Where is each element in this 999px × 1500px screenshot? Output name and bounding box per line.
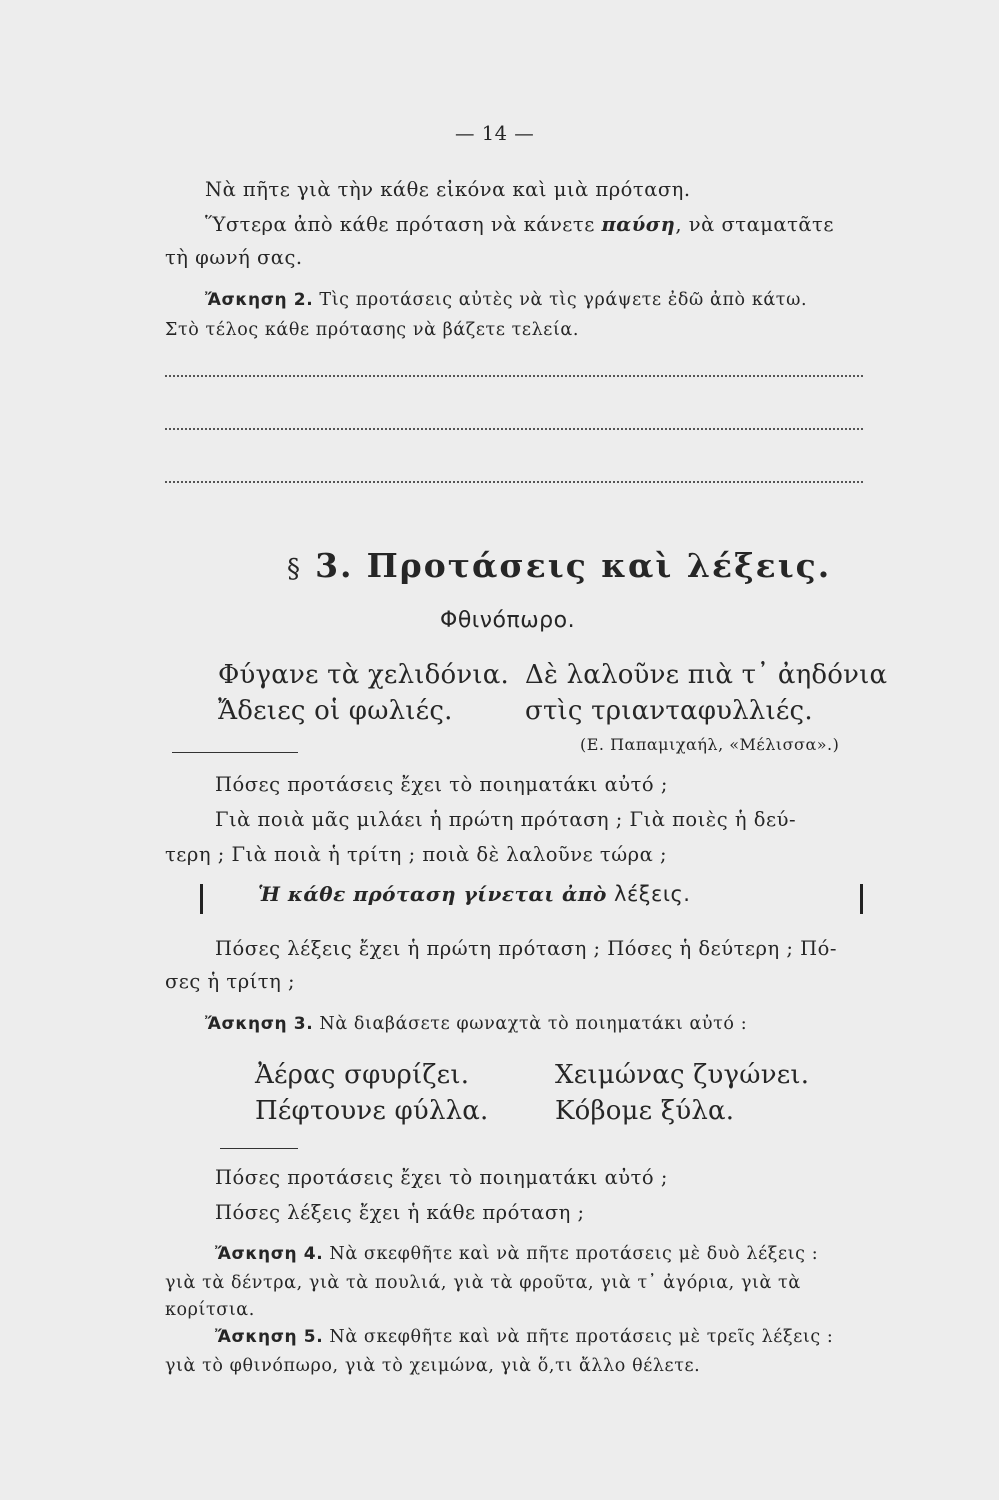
- question-3a: Πόσες λέξεις ἔχει ἡ πρώτη πρόταση ; Πόσες ἡ δεύτερη ; Πό-: [215, 937, 837, 960]
- exercise-5-line-2: γιὰ τὸ φθινόπωρο, γιὰ τὸ χειμώνα, γιὰ ὅ,τι ἄλλο θέλετε.: [165, 1356, 701, 1376]
- exercise-5-label: Ἄσκηση 5.: [215, 1327, 324, 1347]
- exercise-2-label: Ἄσκηση 2.: [205, 290, 314, 310]
- writing-line-2[interactable]: [165, 428, 863, 430]
- intro-line-1: Νὰ πῆτε γιὰ τὴν κάθε εἰκόνα καὶ μιὰ πρόταση.: [205, 178, 691, 201]
- rule-statement-italic: Ἡ κάθε πρόταση γίνεται ἀπὸ: [258, 882, 607, 906]
- exercise-4-label: Ἄσκηση 4.: [215, 1244, 324, 1264]
- poem2-left-line-1: Ἀέρας σφυρίζει.: [255, 1060, 470, 1090]
- exercise-4-line-3: κορίτσια.: [165, 1300, 255, 1320]
- exercise-4-line-1: [215, 1244, 818, 1264]
- exercise-4-text-1: Νὰ σκεφθῆτε καὶ νὰ πῆτε προτάσεις μὲ δυὸ λέξεις :: [323, 1244, 819, 1264]
- divider-rule-2: [220, 1148, 298, 1149]
- poem1-attribution: (Ε. Παπαμιχαήλ, «Μέλισσα».): [580, 735, 840, 754]
- question-5: Πόσες λέξεις ἔχει ἡ κάθε πρόταση ;: [215, 1201, 585, 1224]
- question-3b: σες ἡ τρίτη ;: [165, 970, 296, 993]
- poem2-right-line-2: Κόβομε ξύλα.: [555, 1096, 735, 1126]
- poem1-left-line-1: Φύγανε τὰ χελιδόνια.: [218, 660, 509, 690]
- poem1-right-line-1: Δὲ λαλοῦνε πιὰ τ᾿ ἀηδόνια: [525, 660, 888, 690]
- exercise-5-text-1: Νὰ σκεφθῆτε καὶ νὰ πῆτε προτάσεις μὲ τρεῖς λέξεις :: [323, 1327, 834, 1347]
- writing-line-1[interactable]: [165, 375, 863, 377]
- rule-bar-left: [200, 884, 203, 914]
- intro-line-2a: Ὕστερα ἀπὸ κάθε πρόταση νὰ κάνετε: [205, 213, 602, 236]
- question-2a: Γιὰ ποιὰ μᾶς μιλάει ἡ πρώτη πρόταση ; Γιὰ ποιὲς ἡ δεύ-: [215, 808, 797, 831]
- poem1-left-line-2: Ἄδειες οἱ φωλιές.: [218, 696, 453, 726]
- pause-emphasis: παύση: [601, 213, 676, 236]
- page-number: — 14 —: [455, 122, 535, 145]
- poem-title: Φθινόπωρο.: [440, 608, 576, 633]
- poem2-left-line-2: Πέφτουνε φύλλα.: [255, 1096, 489, 1126]
- exercise-2-line-2: Στὸ τέλος κάθε πρότασης νὰ βάζετε τελεία.: [165, 320, 579, 340]
- section-title: Προτάσεις καὶ λέξεις.: [366, 546, 832, 585]
- section-heading: [287, 546, 831, 585]
- rule-bar-right: [860, 884, 863, 914]
- section-number: 3.: [315, 546, 354, 585]
- question-2b: τερη ; Γιὰ ποιὰ ἡ τρίτη ; ποιὰ δὲ λαλοῦνε τώρα ;: [165, 843, 668, 866]
- exercise-4-line-2: γιὰ τὰ δέντρα, γιὰ τὰ πουλιά, γιὰ τὰ φροῦτα, γιὰ τ᾿ ἀγόρια, γιὰ τὰ: [165, 1273, 801, 1293]
- intro-line-2c: , νὰ σταματᾶτε: [675, 213, 834, 236]
- poem1-right-line-2: στὶς τριανταφυλλιές.: [525, 696, 813, 726]
- rule-statement-plain: λέξεις.: [606, 882, 691, 906]
- exercise-5-line-1: [215, 1327, 833, 1347]
- intro-line-2: [205, 213, 834, 236]
- writing-line-3[interactable]: [165, 481, 863, 483]
- rule-statement: [258, 882, 690, 906]
- exercise-2-text: Τὶς προτάσεις αὐτὲς νὰ τὶς γράψετε ἐδῶ ἀπὸ κάτω.: [313, 290, 808, 310]
- exercise-3-label: Ἄσκηση 3.: [205, 1014, 314, 1034]
- exercise-3: [205, 1014, 747, 1034]
- poem2-right-line-1: Χειμώνας ζυγώνει.: [555, 1060, 810, 1090]
- exercise-2-line-1: [205, 290, 807, 310]
- section-symbol: §: [287, 554, 300, 584]
- question-4: Πόσες προτάσεις ἔχει τὸ ποιηματάκι αὐτό ;: [215, 1166, 668, 1189]
- divider-rule-1: [172, 752, 298, 753]
- intro-line-3: τὴ φωνή σας.: [165, 246, 303, 269]
- question-1: Πόσες προτάσεις ἔχει τὸ ποιηματάκι αὐτό ;: [215, 773, 668, 796]
- exercise-3-text: Νὰ διαβάσετε φωναχτὰ τὸ ποιηματάκι αὐτό :: [313, 1014, 748, 1034]
